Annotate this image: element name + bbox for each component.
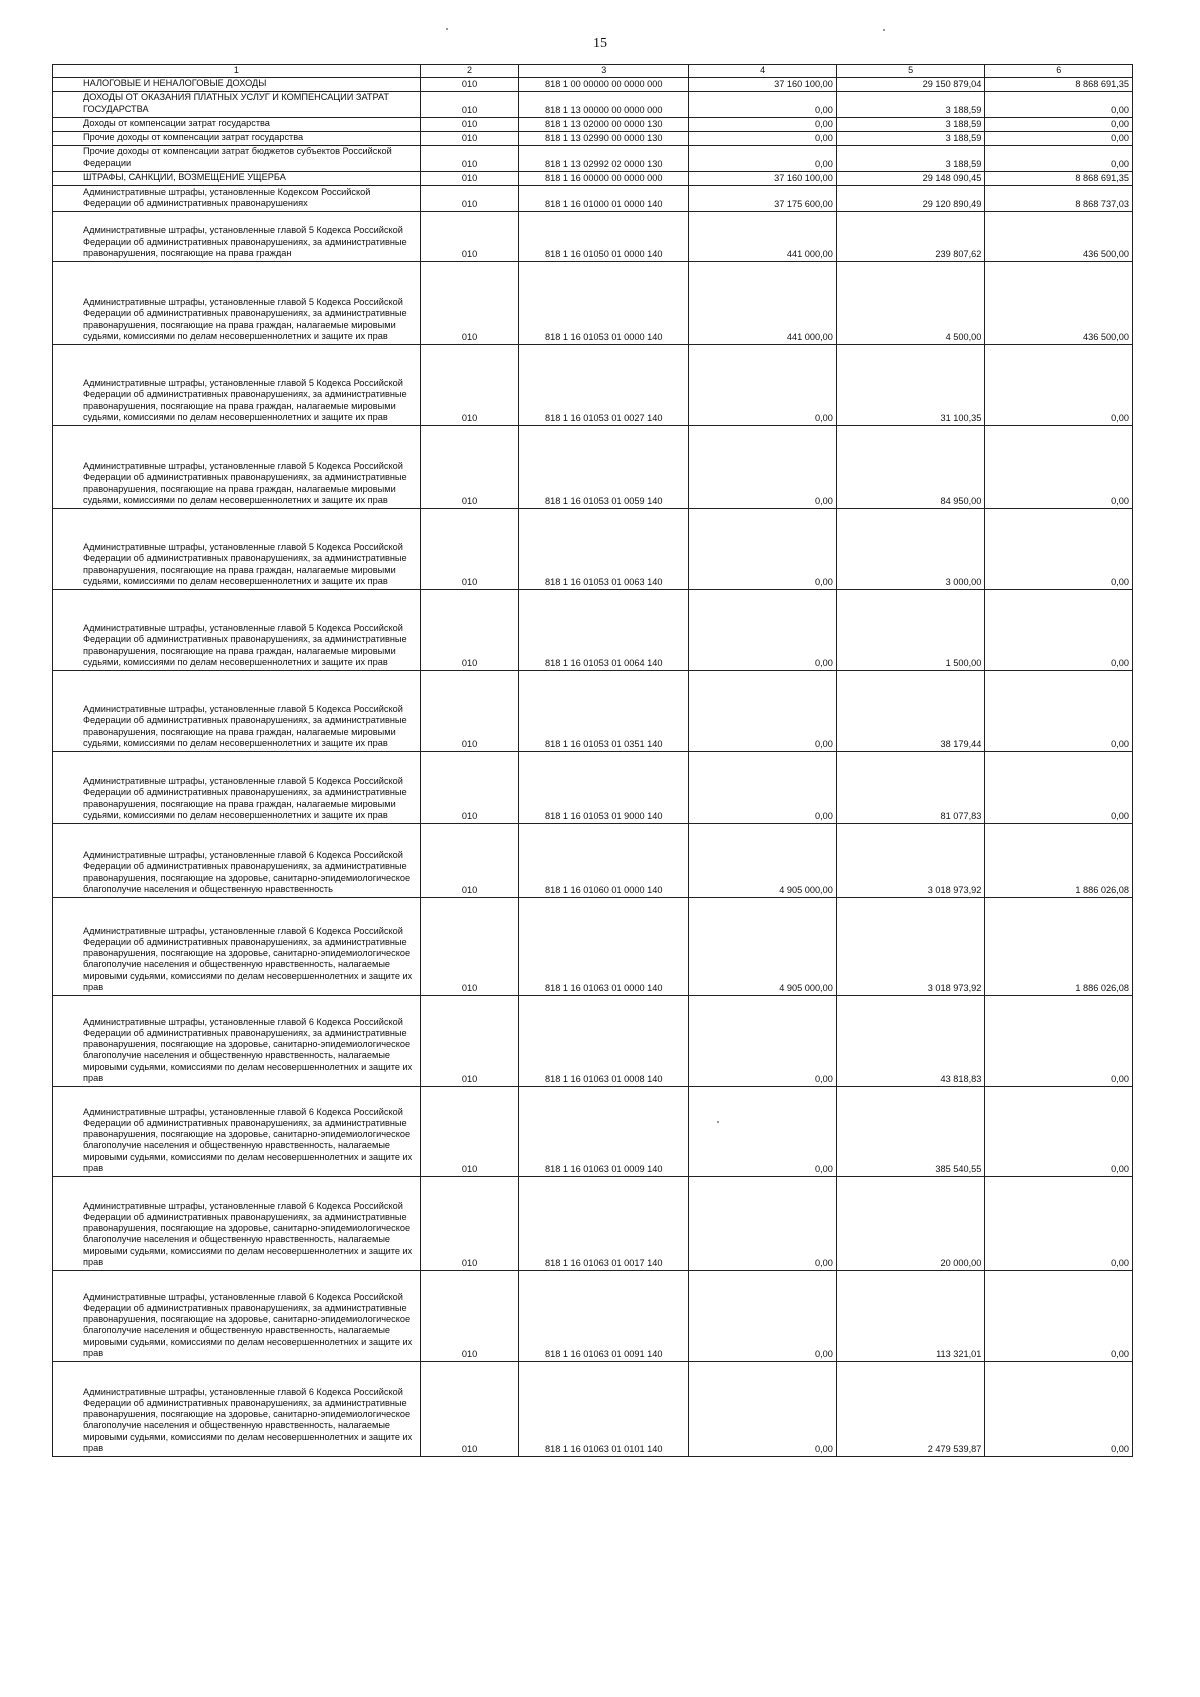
row-name-cell [53, 1271, 421, 1362]
row-budget-code-cell: 818 1 16 01053 01 9000 140 [519, 752, 689, 824]
row-name-cell [53, 186, 421, 212]
row-name-text: Административные штрафы, установленные главой 5 Кодекса Российской Федерации об административных правонарушениях, за административные правонарушения, посягающие на права граждан, налагаемые мировыми судьями, комиссиями по делам несовершеннолетних и защите их прав [83, 461, 407, 506]
row-name-text: Административные штрафы, установленные главой 5 Кодекса Российской Федерации об административных правонарушениях, за административные правонарушения, посягающие на права граждан, налагаемые мировыми судьями, комиссиями по делам несовершеннолетних и защите их прав [83, 297, 407, 342]
row-col6-value-cell: 0,00 [985, 426, 1133, 509]
row-name-text: Административные штрафы, установленные главой 5 Кодекса Российской Федерации об административных правонарушениях, за административные правонарушения, посягающие на права граждан, налагаемые мировыми судьями, комиссиями по делам несовершеннолетних и защите их прав [83, 378, 407, 423]
row-col5-value-cell: 113 321,01 [836, 1271, 985, 1362]
table-row [53, 671, 1133, 752]
row-name-text: Административные штрафы, установленные главой 5 Кодекса Российской Федерации об административных правонарушениях, за административные правонарушения, посягающие на права граждан, налагаемые мировыми судьями, комиссиями по делам несовершеннолетних и защите их прав [83, 542, 407, 587]
row-col4-value-cell: 0,00 [689, 996, 837, 1087]
row-col5-value-cell: 31 100,35 [836, 345, 985, 426]
row-name-text: ШТРАФЫ, САНКЦИИ, ВОЗМЕЩЕНИЕ УЩЕРБА [83, 172, 286, 183]
table-body [53, 65, 1133, 1457]
row-col4-value-cell: 0,00 [689, 1087, 837, 1177]
row-col4-value-cell: 37 160 100,00 [689, 78, 837, 92]
table-row [53, 132, 1133, 146]
row-budget-code-cell: 818 1 16 01000 01 0000 140 [519, 186, 689, 212]
row-name-cell [53, 996, 421, 1087]
row-name-cell [53, 262, 421, 345]
row-name-cell [53, 1177, 421, 1271]
row-name-cell [53, 752, 421, 824]
row-line-code-cell: 010 [420, 146, 518, 172]
row-name-text: Административные штрафы, установленные Кодексом Российской Федерации об административных правонарушениях [83, 186, 371, 209]
row-name-text: Административные штрафы, установленные главой 5 Кодекса Российской Федерации об административных правонарушениях, за административные правонарушения, посягающие на права граждан [83, 225, 407, 259]
row-budget-code-cell: 818 1 16 01063 01 0091 140 [519, 1271, 689, 1362]
row-name-text: Административные штрафы, установленные главой 6 Кодекса Российской Федерации об административных правонарушениях, за административные правонарушения, посягающие на здоровье, санитарно-эпидемиологическое благополучие населения и общественную нравственность, налагаемые мировыми судьями, комиссиями по делам несовершеннолетних и защите их прав [83, 1016, 413, 1084]
row-col6-value-cell: 8 868 691,35 [985, 78, 1133, 92]
row-col5-value-cell: 385 540,55 [836, 1087, 985, 1177]
row-col5-value-cell: 2 479 539,87 [836, 1362, 985, 1457]
row-name-cell [53, 898, 421, 996]
table-row [53, 1362, 1133, 1457]
row-col6-value-cell: 0,00 [985, 1087, 1133, 1177]
row-name-text: Административные штрафы, установленные главой 6 Кодекса Российской Федерации об административных правонарушениях, за административные правонарушения, посягающие на здоровье, санитарно-эпидемиологическое благополучие населения и общественную нравственность, налагаемые мировыми судьями, комиссиями по делам несовершеннолетних и защите их прав [83, 1386, 413, 1454]
row-col4-value-cell: 4 905 000,00 [689, 898, 837, 996]
table-row [53, 186, 1133, 212]
row-line-code-cell: 010 [420, 345, 518, 426]
row-col6-value-cell: 0,00 [985, 590, 1133, 671]
table-row [53, 345, 1133, 426]
row-col6-value-cell: 436 500,00 [985, 262, 1133, 345]
scan-speck [883, 29, 885, 31]
row-col6-value-cell: 0,00 [985, 509, 1133, 590]
row-line-code-cell: 010 [420, 996, 518, 1087]
row-col5-value-cell: 3 188,59 [836, 92, 985, 118]
column-header: 4 [689, 65, 837, 78]
row-name-cell [53, 509, 421, 590]
column-header: 3 [519, 65, 689, 78]
table-row [53, 1087, 1133, 1177]
row-name-cell [53, 590, 421, 671]
row-col4-value-cell: 0,00 [689, 752, 837, 824]
row-budget-code-cell: 818 1 16 01063 01 0000 140 [519, 898, 689, 996]
row-line-code-cell: 010 [420, 1271, 518, 1362]
table-row [53, 898, 1133, 996]
row-budget-code-cell: 818 1 13 02990 00 0000 130 [519, 132, 689, 146]
table-row [53, 1271, 1133, 1362]
row-col5-value-cell: 20 000,00 [836, 1177, 985, 1271]
row-name-text: Административные штрафы, установленные главой 6 Кодекса Российской Федерации об административных правонарушениях, за административные правонарушения, посягающие на здоровье, санитарно-эпидемиологическое благополучие населения и общественную нравственность, налагаемые мировыми судьями, комиссиями по делам несовершеннолетних и защите их прав [83, 1106, 413, 1174]
table-row [53, 117, 1133, 131]
row-line-code-cell: 010 [420, 78, 518, 92]
row-col4-value-cell: 0,00 [689, 132, 837, 146]
table-row [53, 590, 1133, 671]
table-row [53, 1177, 1133, 1271]
row-budget-code-cell: 818 1 16 01053 01 0027 140 [519, 345, 689, 426]
row-col6-value-cell: 0,00 [985, 345, 1133, 426]
row-col6-value-cell: 0,00 [985, 1271, 1133, 1362]
column-header: 5 [836, 65, 985, 78]
row-name-cell [53, 78, 421, 92]
row-col4-value-cell: 0,00 [689, 1177, 837, 1271]
row-line-code-cell: 010 [420, 1362, 518, 1457]
row-line-code-cell: 010 [420, 132, 518, 146]
row-budget-code-cell: 818 1 16 01063 01 0017 140 [519, 1177, 689, 1271]
row-name-text: ДОХОДЫ ОТ ОКАЗАНИЯ ПЛАТНЫХ УСЛУГ И КОМПЕНСАЦИИ ЗАТРАТ ГОСУДАРСТВА [83, 92, 390, 114]
row-budget-code-cell: 818 1 16 01060 01 0000 140 [519, 824, 689, 898]
row-col4-value-cell: 4 905 000,00 [689, 824, 837, 898]
row-budget-code-cell: 818 1 16 01053 01 0000 140 [519, 262, 689, 345]
row-budget-code-cell: 818 1 16 01053 01 0059 140 [519, 426, 689, 509]
row-col5-value-cell: 29 120 890,49 [836, 186, 985, 212]
row-name-cell [53, 1087, 421, 1177]
row-col4-value-cell: 0,00 [689, 345, 837, 426]
row-name-cell [53, 172, 421, 186]
row-col5-value-cell: 239 807,62 [836, 212, 985, 262]
row-col4-value-cell: 0,00 [689, 509, 837, 590]
row-col5-value-cell: 38 179,44 [836, 671, 985, 752]
column-header: 6 [985, 65, 1133, 78]
row-col6-value-cell: 8 868 737,03 [985, 186, 1133, 212]
row-col5-value-cell: 81 077,83 [836, 752, 985, 824]
row-col6-value-cell: 436 500,00 [985, 212, 1133, 262]
row-col4-value-cell: 37 175 600,00 [689, 186, 837, 212]
row-col6-value-cell: 0,00 [985, 752, 1133, 824]
table-row [53, 426, 1133, 509]
table-row [53, 509, 1133, 590]
row-col4-value-cell: 0,00 [689, 117, 837, 131]
row-name-text: Административные штрафы, установленные главой 6 Кодекса Российской Федерации об административных правонарушениях, за административные правонарушения, посягающие на здоровье, санитарно-эпидемиологическое благополучие населения и общественную нравственность, налагаемые мировыми судьями, комиссиями по делам несовершеннолетних и защите их прав [83, 925, 413, 993]
row-budget-code-cell: 818 1 16 01053 01 0063 140 [519, 509, 689, 590]
row-line-code-cell: 010 [420, 212, 518, 262]
table-row [53, 996, 1133, 1087]
table-row [53, 92, 1133, 118]
row-col4-value-cell: 0,00 [689, 92, 837, 118]
row-col4-value-cell: 441 000,00 [689, 212, 837, 262]
row-line-code-cell: 010 [420, 426, 518, 509]
table-row [53, 752, 1133, 824]
table-header-row [53, 65, 1133, 78]
row-line-code-cell: 010 [420, 590, 518, 671]
row-name-text: Прочие доходы от компенсации затрат государства [83, 132, 304, 143]
row-line-code-cell: 010 [420, 92, 518, 118]
row-col5-value-cell: 3 188,59 [836, 146, 985, 172]
row-line-code-cell: 010 [420, 186, 518, 212]
row-budget-code-cell: 818 1 16 00000 00 0000 000 [519, 172, 689, 186]
row-col5-value-cell: 1 500,00 [836, 590, 985, 671]
table-row [53, 212, 1133, 262]
row-budget-code-cell: 818 1 16 01050 01 0000 140 [519, 212, 689, 262]
scan-speck [446, 28, 448, 30]
table-row [53, 172, 1133, 186]
row-budget-code-cell: 818 1 16 01063 01 0101 140 [519, 1362, 689, 1457]
row-col5-value-cell: 4 500,00 [836, 262, 985, 345]
column-header: 2 [420, 65, 518, 78]
row-name-cell [53, 426, 421, 509]
row-col6-value-cell: 1 886 026,08 [985, 898, 1133, 996]
revenue-table [52, 64, 1133, 1457]
row-col6-value-cell: 0,00 [985, 1177, 1133, 1271]
row-name-cell [53, 671, 421, 752]
row-col6-value-cell: 0,00 [985, 996, 1133, 1087]
row-budget-code-cell: 818 1 13 02000 00 0000 130 [519, 117, 689, 131]
row-col6-value-cell: 8 868 691,35 [985, 172, 1133, 186]
row-budget-code-cell: 818 1 00 00000 00 0000 000 [519, 78, 689, 92]
row-name-text: Прочие доходы от компенсации затрат бюджетов субъектов Российской Федерации [83, 146, 392, 168]
row-name-text: Административные штрафы, установленные главой 5 Кодекса Российской Федерации об административных правонарушениях, за административные правонарушения, посягающие на права граждан, налагаемые мировыми судьями, комиссиями по делам несовершеннолетних и защите их прав [83, 704, 407, 749]
row-line-code-cell: 010 [420, 1087, 518, 1177]
row-col6-value-cell: 0,00 [985, 1362, 1133, 1457]
row-col6-value-cell: 0,00 [985, 117, 1133, 131]
row-name-text: Административные штрафы, установленные главой 6 Кодекса Российской Федерации об административных правонарушениях, за административные правонарушения, посягающие на здоровье, санитарно-эпидемиологическое благополучие населения и общественную нравственность, налагаемые мировыми судьями, комиссиями по делам несовершеннолетних и защите их прав [83, 1291, 413, 1359]
row-col6-value-cell: 0,00 [985, 132, 1133, 146]
row-col4-value-cell: 0,00 [689, 426, 837, 509]
table-row [53, 78, 1133, 92]
row-name-cell [53, 1362, 421, 1457]
row-name-text: Административные штрафы, установленные главой 6 Кодекса Российской Федерации об административных правонарушениях, за административные правонарушения, посягающие на здоровье, санитарно-эпидемиологическое благополучие населения и общественную нравственность, налагаемые мировыми судьями, комиссиями по делам несовершеннолетних и защите их прав [83, 1200, 413, 1268]
row-budget-code-cell: 818 1 16 01053 01 0064 140 [519, 590, 689, 671]
row-col6-value-cell: 0,00 [985, 92, 1133, 118]
row-name-text: Административные штрафы, установленные главой 5 Кодекса Российской Федерации об административных правонарушениях, за административные правонарушения, посягающие на права граждан, налагаемые мировыми судьями, комиссиями по делам несовершеннолетних и защите их прав [83, 623, 407, 668]
row-col6-value-cell: 0,00 [985, 671, 1133, 752]
row-name-cell [53, 212, 421, 262]
row-col4-value-cell: 37 160 100,00 [689, 172, 837, 186]
row-line-code-cell: 010 [420, 1177, 518, 1271]
table-row [53, 262, 1133, 345]
row-name-text: Доходы от компенсации затрат государства [83, 117, 270, 128]
row-line-code-cell: 010 [420, 671, 518, 752]
row-line-code-cell: 010 [420, 509, 518, 590]
table-row [53, 146, 1133, 172]
row-col4-value-cell: 0,00 [689, 1271, 837, 1362]
row-name-cell [53, 345, 421, 426]
row-col4-value-cell: 441 000,00 [689, 262, 837, 345]
row-col5-value-cell: 3 188,59 [836, 117, 985, 131]
column-header: 1 [53, 65, 421, 78]
row-col5-value-cell: 29 148 090,45 [836, 172, 985, 186]
page-number: 15 [593, 36, 607, 51]
row-name-cell [53, 117, 421, 131]
row-line-code-cell: 010 [420, 172, 518, 186]
row-col6-value-cell: 0,00 [985, 146, 1133, 172]
row-col5-value-cell: 3 188,59 [836, 132, 985, 146]
row-budget-code-cell: 818 1 16 01063 01 0009 140 [519, 1087, 689, 1177]
row-col4-value-cell: 0,00 [689, 146, 837, 172]
row-col5-value-cell: 84 950,00 [836, 426, 985, 509]
row-col5-value-cell: 3 000,00 [836, 509, 985, 590]
row-budget-code-cell: 818 1 16 01053 01 0351 140 [519, 671, 689, 752]
row-name-cell [53, 146, 421, 172]
row-line-code-cell: 010 [420, 898, 518, 996]
row-name-cell [53, 132, 421, 146]
row-col5-value-cell: 3 018 973,92 [836, 824, 985, 898]
row-line-code-cell: 010 [420, 752, 518, 824]
row-name-text: Административные штрафы, установленные главой 5 Кодекса Российской Федерации об административных правонарушениях, за административные правонарушения, посягающие на права граждан, налагаемые мировыми судьями, комиссиями по делам несовершеннолетних и защите их прав [83, 776, 407, 821]
row-name-text: Административные штрафы, установленные главой 6 Кодекса Российской Федерации об административных правонарушениях, за административные правонарушения, посягающие на здоровье, санитарно-эпидемиологическое благополучие населения и общественную нравственность [83, 850, 411, 895]
table-row [53, 824, 1133, 898]
row-line-code-cell: 010 [420, 824, 518, 898]
row-budget-code-cell: 818 1 16 01063 01 0008 140 [519, 996, 689, 1087]
row-col5-value-cell: 29 150 879,04 [836, 78, 985, 92]
row-col4-value-cell: 0,00 [689, 671, 837, 752]
row-name-cell [53, 92, 421, 118]
row-line-code-cell: 010 [420, 262, 518, 345]
row-name-cell [53, 824, 421, 898]
row-col4-value-cell: 0,00 [689, 1362, 837, 1457]
row-budget-code-cell: 818 1 13 02992 02 0000 130 [519, 146, 689, 172]
row-budget-code-cell: 818 1 13 00000 00 0000 000 [519, 92, 689, 118]
row-line-code-cell: 010 [420, 117, 518, 131]
row-col5-value-cell: 3 018 973,92 [836, 898, 985, 996]
row-col5-value-cell: 43 818,83 [836, 996, 985, 1087]
row-col6-value-cell: 1 886 026,08 [985, 824, 1133, 898]
row-name-text: НАЛОГОВЫЕ И НЕНАЛОГОВЫЕ ДОХОДЫ [83, 78, 267, 88]
row-col4-value-cell: 0,00 [689, 590, 837, 671]
